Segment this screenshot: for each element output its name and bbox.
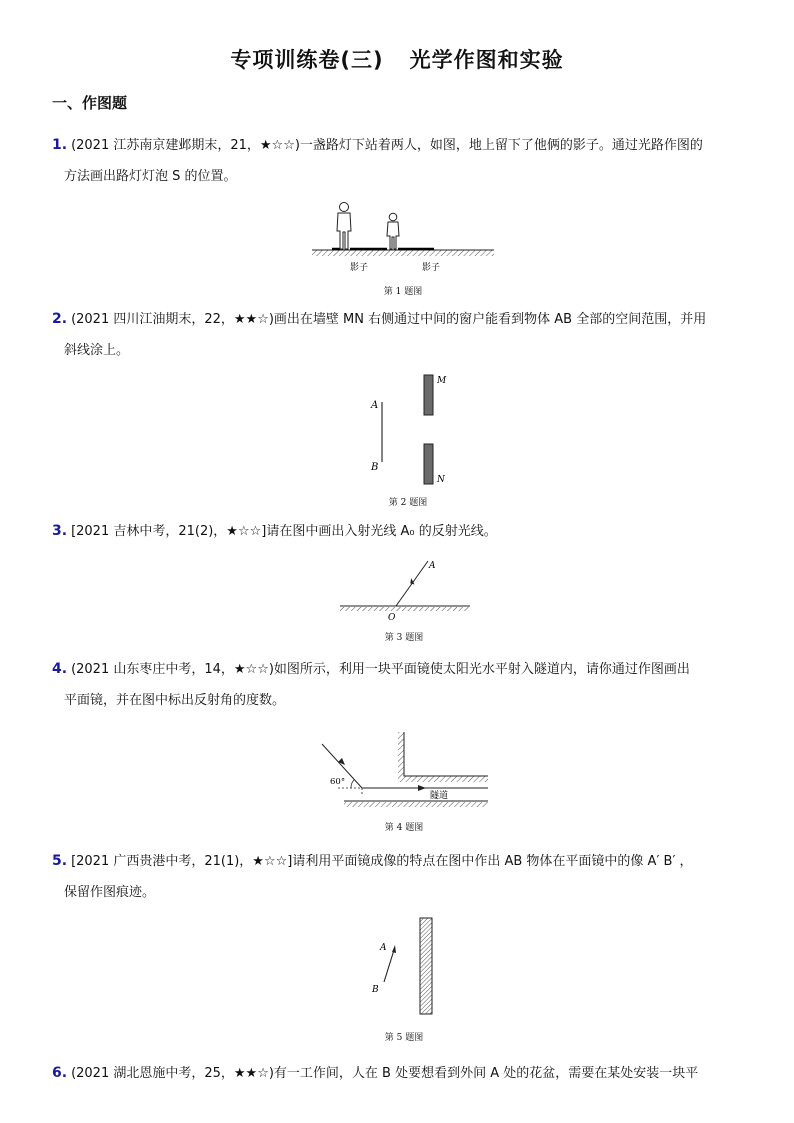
label-n: N bbox=[437, 475, 445, 485]
question-text: (2021 四川江油期末，22，★★☆)画出在墙壁 MN 右侧通过中间的窗户能看到物体 AB 全部的空间范围，并用 bbox=[71, 312, 707, 327]
person-tall-icon bbox=[337, 203, 351, 250]
person-short-icon bbox=[387, 213, 399, 249]
shadow-label-1: 影子 bbox=[350, 263, 369, 273]
title-part-2: 光学作图和实验 bbox=[409, 48, 564, 72]
question-5 bbox=[52, 846, 752, 908]
question-4 bbox=[52, 654, 752, 716]
figure-caption-2: 第 2 题图 bbox=[388, 498, 428, 508]
label-m: M bbox=[437, 376, 447, 386]
question-text: [2021 吉林中考，21(2)，★☆☆]请在图中画出入射光线 A₀ 的反射光线。 bbox=[71, 524, 497, 539]
tunnel-label: 隧道 bbox=[430, 791, 449, 801]
object-ab bbox=[384, 950, 394, 982]
question-3 bbox=[52, 516, 752, 547]
shadow-label-2: 影子 bbox=[422, 263, 441, 273]
question-text: [2021 广西贵港中考，21(1)，★☆☆]请利用平面镜成像的特点在图中作出 AB 物体在平面镜中的像 A′ B′ ， bbox=[71, 854, 693, 869]
figure-caption-4: 第 4 题图 bbox=[384, 823, 424, 833]
figure-3-reflection bbox=[338, 556, 472, 624]
wall-lower bbox=[424, 444, 433, 484]
label-b: B bbox=[371, 462, 379, 473]
figure-5-mirror-image bbox=[368, 914, 438, 1018]
question-number: 6. bbox=[52, 1065, 68, 1081]
question-number: 3. bbox=[52, 523, 68, 539]
question-2 bbox=[52, 304, 752, 366]
label-b: B bbox=[372, 985, 379, 995]
figure-caption-1: 第 1 题图 bbox=[383, 287, 423, 297]
question-text-cont: 方法画出路灯灯泡 S 的位置。 bbox=[64, 169, 237, 184]
question-6 bbox=[52, 1058, 752, 1089]
tunnel-upper-wall bbox=[398, 732, 488, 782]
tunnel-floor bbox=[344, 802, 488, 807]
figure-2-wall-window bbox=[360, 370, 460, 490]
title-part-1: 专项训练卷(三) bbox=[230, 48, 384, 72]
section-heading: 一、作图题 bbox=[52, 94, 128, 112]
angle-label: 60° bbox=[330, 777, 346, 787]
figure-caption-5: 第 5 题图 bbox=[384, 1033, 424, 1043]
question-text-cont: 保留作图痕迹。 bbox=[64, 885, 156, 900]
label-a: A bbox=[380, 943, 387, 953]
question-text: (2021 江苏南京建邺期末，21，★☆☆)一盏路灯下站着两人，如图，地上留下了他俩的影子。通过光路作图的 bbox=[71, 138, 703, 153]
question-1 bbox=[52, 130, 752, 192]
question-text: (2021 湖北恩施中考，25，★★☆)有一工作间，人在 B 处要想看到外间 A 处的花盆，需要在某处安装一块平 bbox=[71, 1066, 699, 1081]
question-number: 5. bbox=[52, 853, 68, 869]
question-number: 2. bbox=[52, 311, 68, 327]
question-number: 4. bbox=[52, 661, 68, 677]
label-o: O bbox=[388, 613, 396, 623]
plane-mirror bbox=[420, 918, 432, 1014]
mirror-hatch bbox=[340, 607, 470, 611]
figure-1-shadows bbox=[312, 198, 494, 278]
wall-upper bbox=[424, 375, 433, 415]
ground-hatch bbox=[312, 250, 494, 256]
question-text: (2021 山东枣庄中考，14，★☆☆)如图所示，利用一块平面镜使太阳光水平射入隧道内，请你通过作图画出 bbox=[71, 662, 690, 677]
question-text-cont: 斜线涂上。 bbox=[64, 343, 130, 358]
label-a: A bbox=[429, 561, 436, 571]
question-text-cont: 平面镜，并在图中标出反射角的度数。 bbox=[64, 693, 286, 708]
page-title bbox=[0, 44, 794, 74]
figure-caption-3: 第 3 题图 bbox=[384, 633, 424, 643]
label-a: A bbox=[371, 400, 379, 411]
figure-4-tunnel bbox=[318, 728, 488, 814]
question-number: 1. bbox=[52, 137, 68, 153]
